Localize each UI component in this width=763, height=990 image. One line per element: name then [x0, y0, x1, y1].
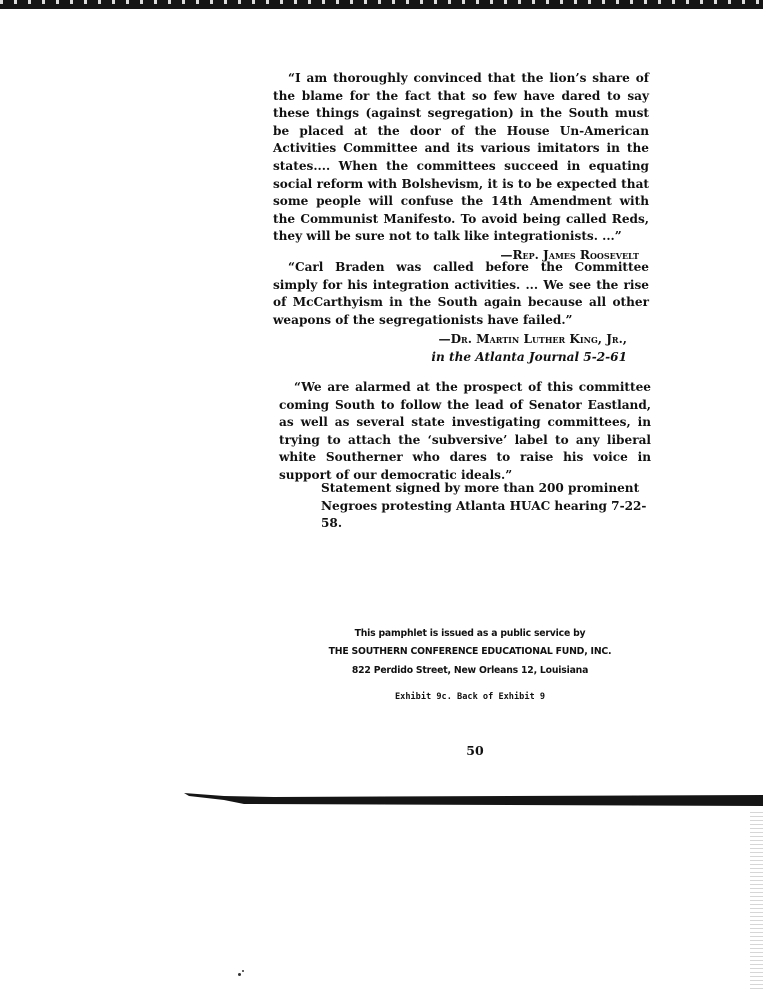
footer-address: 822 Perdido Street, New Orleans 12, Louisiana [351, 665, 589, 676]
quote-roosevelt-attribution: —Rep. James Roosevelt [500, 247, 639, 262]
exhibit-note: Exhibit 9c. Back of Exhibit 9 [394, 692, 546, 702]
top-border-perforation [0, 0, 763, 4]
quote-roosevelt-text: “I am thoroughly convinced that the lion’s share of the blame for the fact that so few have dared to say these things (against segregation) in the South must be placed at the door of the House Un-American Activities Committee and its various imitators in the states.... When the committees succeed in equating social reform with Bolshevism, it is to be expected that some people will confuse the 14th Amendment with the Communist Manifesto. To avoid being called Reds, they will be sure not to talk like integrationists. ...” [273, 71, 649, 244]
quote-negro-leaders-text: “We are alarmed at the prospect of this committee coming South to follow the lead of Senator Eastland, as well as several state investigating committees, in trying to attach the ‘subversive’ label to any liberal white Southerner who dares to raise his voice in support of our democratic ideals.” [279, 380, 651, 482]
scan-speck [238, 973, 241, 976]
quote-negro-leaders [279, 379, 651, 485]
quote-roosevelt [273, 70, 649, 265]
quote-king-attribution-name: —Dr. Martin Luther King, Jr., [438, 332, 627, 347]
scan-speck [242, 970, 244, 972]
quote-king-text: “Carl Braden was called before the Committee simply for his integration activities. ... We see the rise of McCarthyism in the South again because all other weapons of the segregationists have failed.” [273, 260, 649, 327]
bottom-scan-border [184, 791, 763, 807]
quote-king [273, 259, 649, 367]
footer-issued-line: This pamphlet is issued as a public service by [354, 628, 586, 639]
footer-organization: THE SOUTHERN CONFERENCE EDUCATIONAL FUND, INC. [328, 646, 612, 657]
right-scan-edge [750, 812, 763, 990]
page-number: 50 [466, 743, 484, 758]
quote-king-attribution-source: in the Atlanta Journal 5-2-61 [431, 349, 627, 364]
statement-attribution: Statement signed by more than 200 prominent Negroes protesting Atlanta HUAC hearing 7-22-58. [321, 481, 647, 531]
